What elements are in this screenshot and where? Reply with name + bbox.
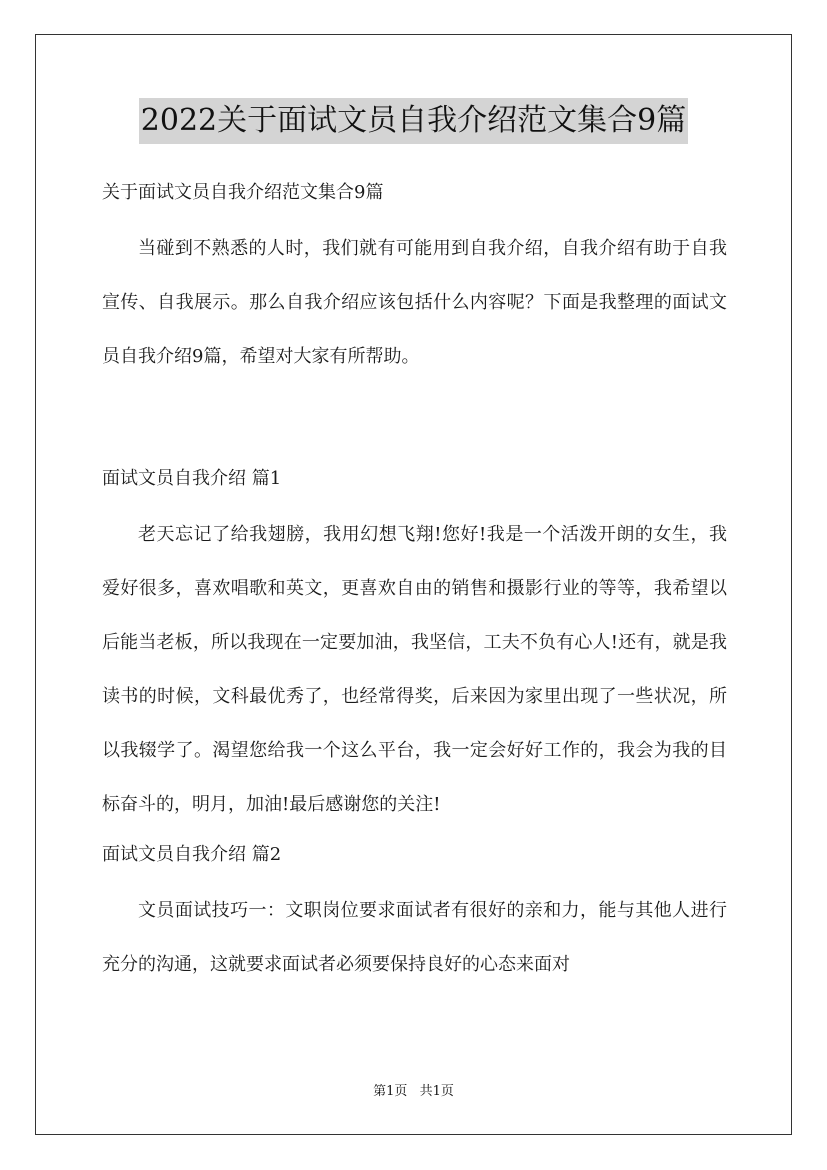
section-heading-2: 面试文员自我介绍 篇2 xyxy=(102,844,282,865)
section-body-2: 文员面试技巧一：文职岗位要求面试者有很好的亲和力，能与其他人进行充分的沟通，这就要求面试者必须要保持良好的心态来面对 xyxy=(102,900,727,975)
document-body xyxy=(102,170,727,992)
document-subtitle: 关于面试文员自我介绍范文集合9篇 xyxy=(102,182,384,203)
intro-paragraph: 当碰到不熟悉的人时，我们就有可能用到自我介绍，自我介绍有助于自我宣传、自我展示。那么自我介绍应该包括什么内容呢？下面是我整理的面试文员自我介绍9篇，希望对大家有所帮助。 xyxy=(102,238,727,367)
section-body-1: 老天忘记了给我翅膀，我用幻想飞翔!您好!我是一个活泼开朗的女生，我爱好很多，喜欢唱歌和英文，更喜欢自由的销售和摄影行业的等等，我希望以后能当老板，所以我现在一定要加油，我坚信，工夫不负有心人!还有，就是我读书的时候，文科最优秀了，也经常得奖，后来因为家里出现了一些状况，所以我辍学了。渴望您给我一个这么平台，我一定会好好工作的，我会为我的目标奋斗的，明月，加油!最后感谢您的关注! xyxy=(102,524,727,815)
page-total: 共1页 xyxy=(419,1084,454,1099)
section-heading-1: 面试文员自我介绍 篇1 xyxy=(102,468,282,489)
title-container xyxy=(0,98,827,144)
page-footer xyxy=(0,1082,827,1102)
document-title: 2022关于面试文员自我介绍范文集合9篇 xyxy=(139,98,688,144)
page-number: 第1页 xyxy=(373,1084,408,1099)
